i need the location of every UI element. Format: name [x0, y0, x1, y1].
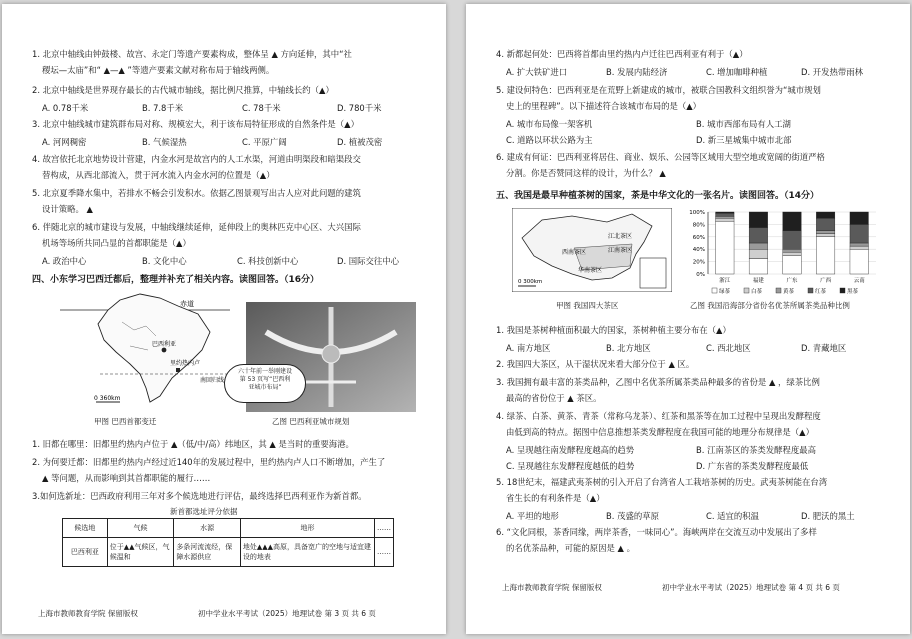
cell-more: …… [375, 538, 394, 567]
y-tick-label: 60% [692, 234, 705, 241]
q2b-line1: 2. 为何要迁都：旧都里约热内卢经过近140年的发展过程中，里约热内卢人口不断增加，产生了 [32, 457, 386, 467]
bubble-line1: 六十年前一举刚建设 [237, 368, 292, 375]
site-score-table [62, 518, 394, 567]
footer-right: 初中学业水平考试（2025）地理试卷 第 3 页 共 6 页 [198, 609, 376, 618]
scale-label: 0 360km [94, 395, 121, 402]
x-tick-label: 云南 [853, 278, 865, 284]
region-jiangnan: 江南茶区 [608, 247, 633, 254]
q4b-line1: 4. 绿茶、白茶、黄茶、青茶（常称乌龙茶）、红茶和黑茶等在加工过程中呈现出发酵程度 [496, 411, 821, 421]
cell-climate: 位于▲▲气候区，气候温和 [107, 538, 174, 567]
q5b-option-c: C. 适宜的积温 [706, 511, 760, 521]
q3-option-b: B. 气候湿热 [142, 137, 187, 147]
q5r-line2: 史上的里程碑”。以下描述符合该城市布局的是（▲） [506, 101, 702, 111]
bar-segment-黄茶 [850, 243, 868, 246]
bar-segment-红茶 [783, 231, 801, 250]
caption-b: 乙图 巴西利亚城市规划 [272, 417, 350, 426]
cell-water: 多条河流流经，保障水源供应 [174, 538, 241, 567]
bar-segment-白茶 [783, 252, 801, 255]
header-terrain: 地形 [240, 519, 374, 538]
bubble-line2: 第 53 页写“巴西利 [239, 376, 291, 383]
q5-line1: 5. 北京夏季降水集中，若排水不畅会引发积水。依据乙图景观写出古人应对此问题的建筑 [32, 188, 361, 198]
equator-label: 赤道 [180, 300, 194, 308]
q4r-option-a: A. 扩大铁矿进口 [506, 67, 568, 77]
cell-terrain: 地处▲▲▲高原，具备宽广的空地与适宜建设的地表 [240, 538, 374, 567]
bar-segment-黄茶 [716, 216, 734, 218]
bar-segment-白茶 [816, 234, 834, 237]
q6-option-c: C. 科技创新中心 [237, 256, 299, 266]
legend-label: 黄茶 [783, 289, 795, 295]
q5r-option-a: A. 城市布局像一架客机 [506, 119, 593, 129]
map-caption: 甲图 我国四大茶区 [556, 301, 619, 310]
y-tick-label: 100% [689, 210, 705, 216]
legend-swatch [744, 288, 749, 293]
q5b-line2: 省生长的有利条件是（▲） [506, 493, 605, 503]
x-tick-label: 广东 [786, 278, 798, 284]
legend-swatch [712, 288, 717, 293]
table-caption: 新首都选址评分依据 [170, 507, 238, 516]
q6-line1: 6. 伴随北京的城市建设与发展，中轴线继续延伸，延伸段上的奥林匹克中心区、大兴国际 [32, 222, 361, 232]
legend-swatch [840, 288, 845, 293]
header-candidate: 候选地 [63, 519, 108, 538]
x-tick-label: 浙江 [719, 278, 731, 284]
section-5-heading: 五、我国是最早种植茶树的国家，茶是中华文化的一张名片。读图回答。（14分） [496, 191, 820, 201]
bar-segment-绿茶 [716, 221, 734, 274]
q4b-option-b: B. 江南茶区的茶类发酵程度最高 [696, 445, 816, 455]
q2-stem: 2. 北京中轴线是世界现存最长的古代城市轴线，据比例尺推算，中轴线长约（▲） [32, 85, 334, 95]
q4b-option-a: A. 呈现越往南发酵程度越高的趋势 [506, 445, 635, 455]
legend-swatch [776, 288, 781, 293]
q6-option-b: B. 文化中心 [142, 256, 187, 266]
south-sea-inset [640, 258, 666, 288]
tea-composition-chart [680, 208, 880, 298]
q3-option-c: C. 平原广阔 [242, 137, 287, 147]
q4b-line2: 由低到高的特点。据图中信息推想茶类发酵程度在我国可能的地理分布规律是（▲） [506, 427, 814, 437]
bar-segment-白茶 [716, 218, 734, 221]
q5b-line1: 5. 18世纪末，福建武夷茶树的引入开启了台湾省人工栽培茶树的历史。武夷茶树能在台湾 [496, 477, 828, 487]
footer-left: 上海市教师教育学院 保留版权 [38, 609, 138, 618]
q1b-line1: 1. 旧都在哪里：旧都里约热内卢位于 ▲（低/中/高）纬地区，其 ▲ 是当时的重要海港。 [32, 439, 354, 449]
q6b-line1: 6. “文化同根，茶香同缘，两岸茶香，一味同心”。海峡两岸在交流互动中发展出了多样 [496, 527, 817, 537]
bar-segment-红茶 [850, 224, 868, 243]
q3b-line1: 3.如何选新址：巴西政府利用三年对多个候选地进行评估，最终选择巴西利亚作为新首都。 [32, 491, 367, 501]
brazil-map [60, 292, 230, 410]
q1-line2: 稷坛—太庙”和“ ▲—▲ ”等遗产要素文献对称布局于轴线两侧。 [42, 65, 275, 75]
q1r-stem: 1. 我国是茶树种植面积最大的国家，茶树种植主要分布在（▲） [496, 325, 731, 335]
q4r-stem: 4. 新都起何处：巴西将首都由里约热内卢迁往巴西利亚有利于（▲） [496, 49, 748, 59]
bar-segment-黑茶 [816, 212, 834, 218]
x-tick-label: 福建 [752, 278, 764, 284]
q1r-option-b: B. 北方地区 [606, 343, 651, 353]
q1-line1: 1. 北京中轴线由钟鼓楼、故宫、永定门等遗产要素构成，整体呈 ▲ 方向延伸，其中“社 [32, 49, 352, 59]
capital-label: 巴西利亚 [152, 341, 177, 348]
old-capital-label: 里约热内卢 [170, 360, 201, 367]
china-tea-map [512, 208, 672, 292]
bar-segment-绿茶 [816, 237, 834, 274]
y-tick-label: 80% [692, 222, 705, 229]
bar-segment-白茶 [850, 246, 868, 249]
bar-segment-红茶 [816, 218, 834, 230]
x-tick-label: 广西 [820, 278, 832, 284]
region-huanan: 华南茶区 [578, 267, 603, 274]
header-climate: 气候 [107, 519, 174, 538]
y-tick-label: 0% [696, 272, 705, 278]
bar-segment-绿茶 [783, 255, 801, 274]
q4b-option-d: D. 广东省的茶类发酵程度最低 [696, 461, 809, 471]
q2b-line2: ▲ 等问题，从而影响到其首都职能的履行…… [42, 473, 211, 483]
q2-option-b: B. 7.8千米 [142, 103, 184, 113]
bar-segment-绿茶 [850, 249, 868, 274]
section-4-heading: 四、小东学习巴西迁都后，整理并补充了相关内容。读图回答。（16分） [32, 275, 320, 285]
q5b-option-b: B. 茂盛的草原 [606, 511, 659, 521]
y-tick-label: 20% [692, 259, 705, 266]
footer-right: 初中学业水平考试（2025）地理试卷 第 4 页 共 6 页 [662, 583, 840, 592]
q6r-line2: 分割。你是否赞同这样的设计，为什么？ ▲ [506, 168, 666, 178]
q3r-line2: 最高的省份位于 ▲ 茶区。 [506, 393, 602, 403]
q3-stem: 3. 北京中轴线城市建筑群布局对称、规模宏大，利于该布局特征形成的自然条件是（▲） [32, 119, 359, 129]
q1r-option-a: A. 南方地区 [506, 343, 551, 353]
bar-segment-黄茶 [783, 249, 801, 252]
bar-segment-绿茶 [749, 259, 767, 275]
cell-candidate: 巴西利亚 [63, 538, 108, 567]
bar-segment-红茶 [749, 228, 767, 244]
q1r-option-c: C. 西北地区 [706, 343, 751, 353]
bar-segment-黄茶 [816, 231, 834, 234]
exam-page-3 [2, 4, 446, 634]
q1r-option-d: D. 青藏地区 [801, 343, 847, 353]
q4-line2: 替构成，从西北部流入，贯于河水流入内金水河的位置是（▲） [42, 170, 275, 180]
q3r-line1: 3. 我国拥有最丰富的茶类品种，乙图中名优茶所属茶类品种最多的省份是 ▲ ，绿茶比例 [496, 377, 820, 387]
q6b-line2: 的名优茶品种，可能的原因是 ▲ 。 [506, 543, 636, 553]
bar-segment-黑茶 [716, 212, 734, 213]
bar-segment-白茶 [749, 249, 767, 258]
legend-label: 红茶 [815, 289, 827, 295]
header-more: …… [375, 519, 394, 538]
capital-dot [162, 348, 167, 353]
q6-option-d: D. 国际交往中心 [337, 256, 400, 266]
footer-left: 上海市教师教育学院 保留版权 [502, 583, 602, 592]
q5b-option-a: A. 平坦的地形 [506, 511, 559, 521]
caption-a: 甲图 巴西首都变迁 [94, 417, 157, 426]
header-water: 水源 [174, 519, 241, 538]
y-tick-label: 40% [692, 247, 705, 254]
legend-label: 黑茶 [847, 289, 859, 295]
legend-label: 绿茶 [719, 289, 731, 295]
q4r-option-d: D. 开发热带雨林 [801, 67, 864, 77]
tropic-label: 南回归线 [200, 377, 225, 384]
speech-bubble [224, 364, 306, 403]
bar-segment-红茶 [716, 213, 734, 216]
q6-line2: 机场等场所共同凸显的首都职能是（▲） [42, 238, 191, 248]
bar-segment-黑茶 [850, 212, 868, 224]
q6r-line1: 6. 建成有何证：巴西利亚将居住、商业、娱乐、公园等区域用大型空地或宽阔的街道严格 [496, 152, 825, 162]
q2-option-c: C. 78千米 [242, 103, 281, 113]
q5r-line1: 5. 建设何特色：巴西利亚是在荒野上新建成的城市，被联合国教科文组织誉为“城市规划 [496, 85, 821, 95]
map-scale-label: 0 300km [518, 279, 543, 285]
bar-segment-黑茶 [749, 212, 767, 228]
q3-option-a: A. 河网稠密 [42, 137, 87, 147]
q2r-line1: 2. 我国四大茶区，从干湿状况来看大部分位于 ▲ 区。 [496, 359, 695, 369]
q2-option-d: D. 780千米 [337, 103, 382, 113]
q3-option-d: D. 植被茂密 [337, 137, 383, 147]
q5r-option-b: B. 城市西部布局有人工湖 [696, 119, 791, 129]
q5r-option-d: D. 新三星城集中城市北部 [696, 135, 792, 145]
bar-segment-黄茶 [749, 243, 767, 249]
q5-line2: 设计策略。 ▲ [42, 204, 93, 214]
bar-segment-黑茶 [783, 212, 801, 231]
region-xinan: 西南茶区 [562, 249, 587, 256]
q4b-option-c: C. 呈现越往东发酵程度越低的趋势 [506, 461, 635, 471]
exam-page-4 [466, 4, 910, 634]
bubble-line3: 亚城市布局” [248, 384, 282, 391]
q4r-option-c: C. 增加咖啡种植 [706, 67, 768, 77]
region-jiangbei: 江北茶区 [608, 233, 633, 240]
q5r-option-c: C. 道路以环状公路为主 [506, 135, 593, 145]
chart-caption: 乙图 我国沿海部分省份名优茶所属茶类品种比例 [690, 301, 850, 310]
legend-label: 白茶 [751, 289, 763, 295]
q4-line1: 4. 故宫依托北京地势设计营建，内金水河是故宫内的人工水渠，河道由明渠段和暗渠段交 [32, 154, 361, 164]
legend-swatch [808, 288, 813, 293]
old-capital-marker [176, 368, 180, 372]
q6-option-a: A. 政治中心 [42, 256, 87, 266]
q2-option-a: A. 0.78千米 [42, 103, 89, 113]
q5b-option-d: D. 肥沃的黑土 [801, 511, 855, 521]
q4r-option-b: B. 发展内陆经济 [606, 67, 668, 77]
